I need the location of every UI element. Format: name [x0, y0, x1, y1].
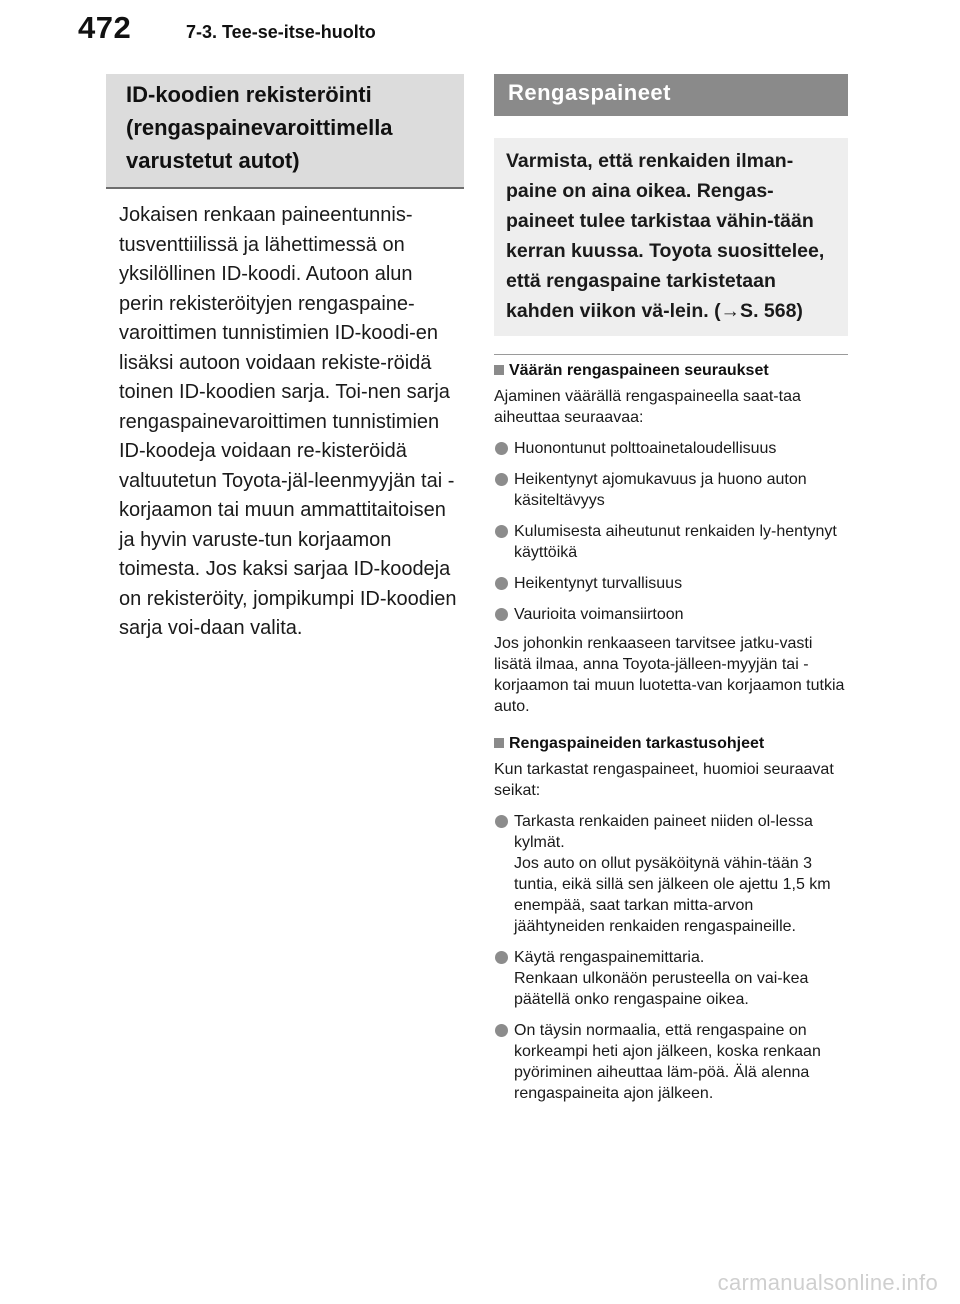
circle-bullet-icon: [495, 577, 508, 590]
circle-bullet-icon: [495, 1024, 508, 1037]
chapter-title: 7-3. Tee-se-itse-huolto: [186, 22, 376, 42]
section-intro: Ajaminen väärällä rengaspaineella saat-taa aiheuttaa seuraavaa:: [494, 388, 801, 426]
id-code-body: Jokaisen renkaan paineentunnis-tusventtiilissä ja lähettimessä on yksilöllinen ID-koodi. Autoon alun perin rekisteröityjen rengaspaine-varoittimen tunnistimien ID-koodi-en lisäksi autoon voidaan rekiste-röidä toinen ID-koodien sarja. Toi-nen sarja rengaspainevaroittimen tunnistimien ID-koodeja voidaan re-kisteröidä valtuutetun Toyota-jäl-leenmyyjän tai -korjaamon tai muun ammattitaitoisen ja hyvin varuste-tun korjaamon toimesta. Jos kaksi sarjaa ID-koodeja on rekisteröity, jompikumpi ID-koodien sarja voi-daan valita.: [119, 204, 457, 639]
tire-pressure-heading: Rengaspaineet: [494, 74, 848, 116]
section-wrong-pressure: [494, 354, 848, 717]
section-title: Väärän rengaspaineen seuraukset: [509, 362, 769, 379]
circle-bullet-icon: [495, 473, 508, 486]
section-header: [494, 733, 848, 755]
section-header: [494, 354, 848, 382]
circle-bullet-icon: [495, 951, 508, 964]
left-column: [106, 74, 464, 644]
list-item: Vaurioita voimansiirtoon: [494, 604, 848, 625]
section-check-instructions: [494, 733, 848, 1104]
square-bullet-icon: [494, 365, 504, 375]
page-number: 472: [78, 10, 132, 45]
circle-bullet-icon: [495, 815, 508, 828]
id-code-heading: ID-koodien rekisteröinti (rengaspainevaroittimella varustetut autot): [106, 74, 464, 189]
section-intro: Kun tarkastat rengaspaineet, huomioi seuraavat seikat:: [494, 761, 834, 799]
section-title: Rengaspaineiden tarkastusohjeet: [509, 735, 765, 752]
tire-pressure-intro: Varmista, että renkaiden ilman-paine on aina oikea. Rengas-paineet tulee tarkistaa vähin-tään kerran kuussa. Toyota suosittelee, että rengaspaine tarkistetaan kahden viikon vä-lein. (→S. 568): [494, 138, 848, 336]
list-item: Käytä rengaspainemittaria. Renkaan ulkonäön perusteella on vai-kea päätellä onko rengaspaine oikea.: [494, 947, 848, 1010]
square-bullet-icon: [494, 738, 504, 748]
list-item: Tarkasta renkaiden paineet niiden ol-lessa kylmät. Jos auto on ollut pysäköitynä vähin-tään 3 tuntia, eikä sillä sen jälkeen ole ajettu 1,5 km enempää, saat tarkan mitta-arvon jäähtyneiden renkaiden rengaspaineille.: [494, 811, 848, 937]
list-item: On täysin normaalia, että rengaspaine on korkeampi heti ajon jälkeen, koska renkaan pyöriminen aiheuttaa läm-pöä. Älä alenna rengaspaineita ajon jälkeen.: [494, 1020, 848, 1104]
circle-bullet-icon: [495, 525, 508, 538]
watermark: carmanualsonline.info: [717, 1270, 938, 1295]
section-outro: Jos johonkin renkaaseen tarvitsee jatku-vasti lisätä ilmaa, anna Toyota-jälleen-myyjän tai -korjaamon tai muun luotetta-van korjaamon tutkia auto.: [494, 635, 845, 715]
list-item: Heikentynyt turvallisuus: [494, 573, 848, 594]
circle-bullet-icon: [495, 442, 508, 455]
circle-bullet-icon: [495, 608, 508, 621]
list-item: Huonontunut polttoainetaloudellisuus: [494, 438, 848, 459]
right-column: [494, 74, 848, 1104]
list-item: Kulumisesta aiheutunut renkaiden ly-hentynyt käyttöikä: [494, 521, 848, 563]
list-item: Heikentynyt ajomukavuus ja huono auton käsiteltävyys: [494, 469, 848, 511]
